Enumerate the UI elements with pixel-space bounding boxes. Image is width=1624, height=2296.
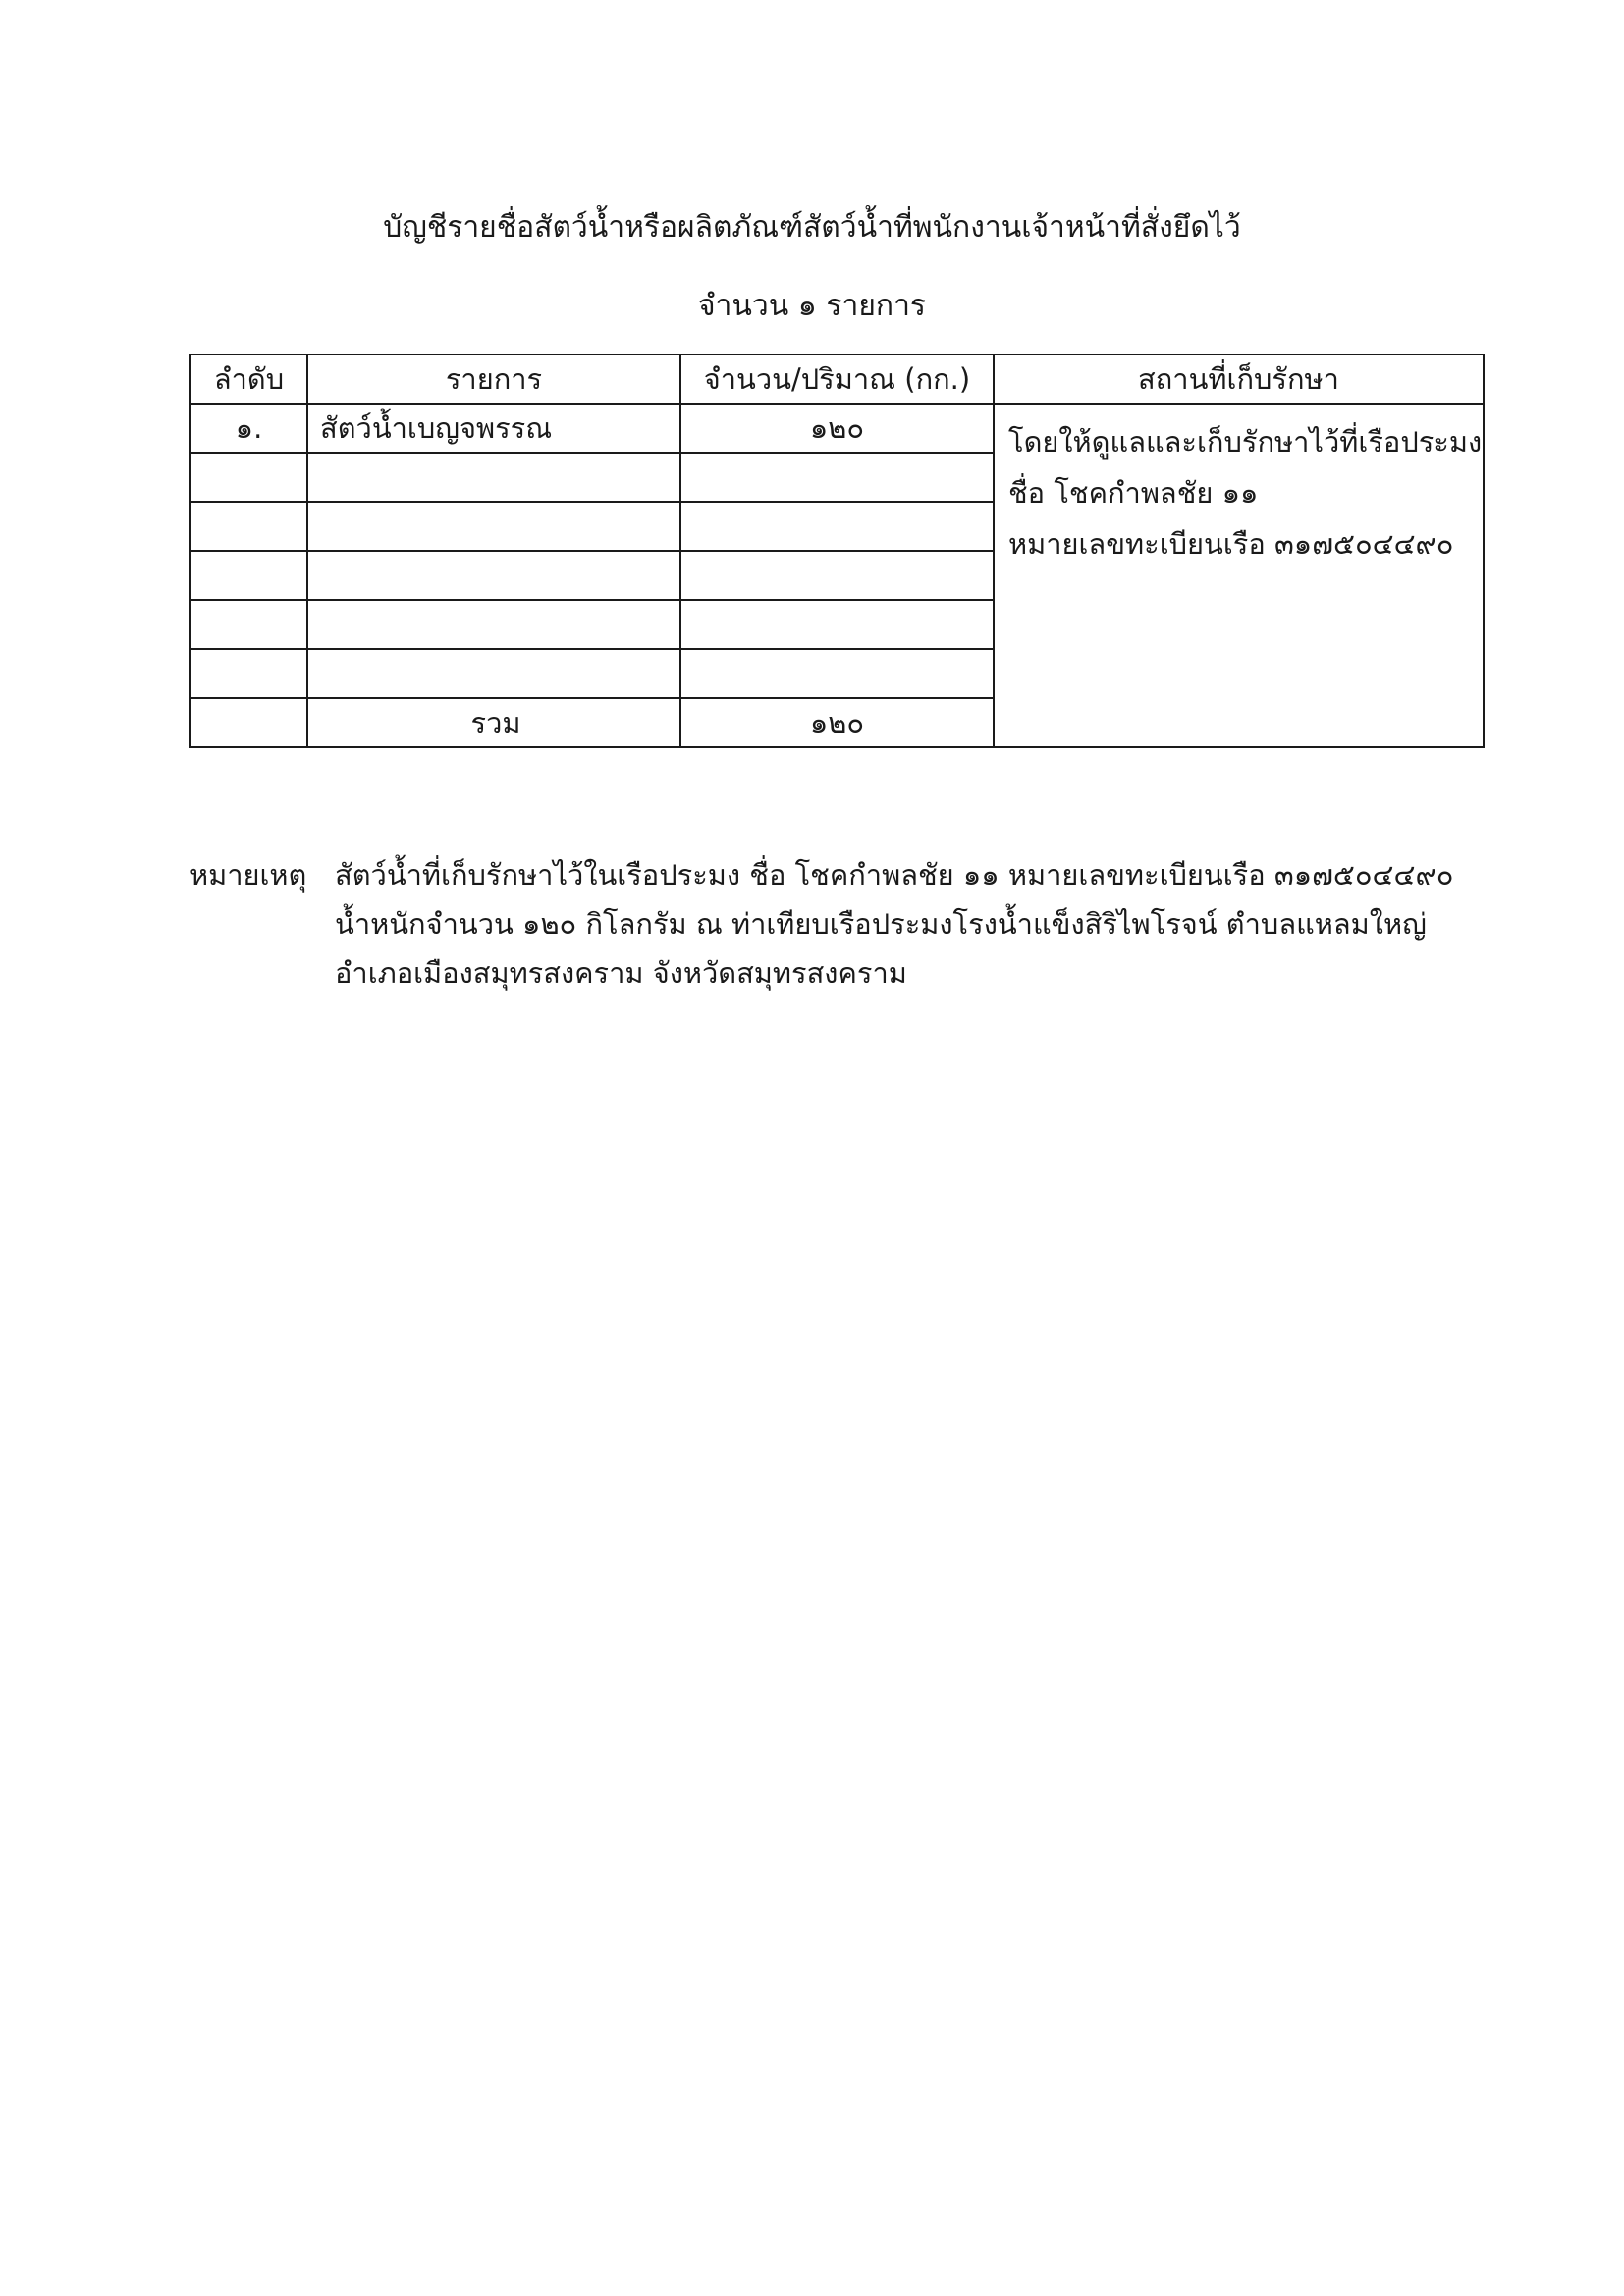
row-item xyxy=(307,551,680,600)
row-item xyxy=(307,453,680,502)
row-no xyxy=(190,551,307,600)
row-quantity xyxy=(680,600,994,649)
row-no: ๑. xyxy=(190,404,307,453)
row-quantity: ๑๒๐ xyxy=(680,404,994,453)
row-item xyxy=(307,649,680,698)
row-quantity xyxy=(680,453,994,502)
header-quantity: จำนวน/ปริมาณ (กก.) xyxy=(680,355,994,404)
row-quantity xyxy=(680,502,994,551)
total-quantity: ๑๒๐ xyxy=(680,698,994,747)
storage-place-line: ชื่อ โชคกำพลชัย ๑๑ xyxy=(1008,476,1259,510)
total-no xyxy=(190,698,307,747)
row-no xyxy=(190,649,307,698)
row-quantity xyxy=(680,551,994,600)
seized-items-table xyxy=(189,354,1485,748)
document-subtitle: จำนวน ๑ รายการ xyxy=(697,289,927,323)
header-item: รายการ xyxy=(307,355,680,404)
row-quantity xyxy=(680,649,994,698)
table-header-row xyxy=(190,355,1484,404)
remarks-line: น้ำหนักจำนวน ๑๒๐ กิโลกรัม ณ ท่าเทียบเรือประมงโรงน้ำแข็งสิริไพโรจน์ ตำบลแหลมใหญ่ xyxy=(335,907,1427,941)
storage-place-line: โดยให้ดูแลและเก็บรักษาไว้ที่เรือประมง xyxy=(1008,425,1483,459)
total-label: รวม xyxy=(307,698,680,747)
header-no: ลำดับ xyxy=(190,355,307,404)
row-no xyxy=(190,453,307,502)
remarks-line: สัตว์น้ำที่เก็บรักษาไว้ในเรือประมง ชื่อ โชคกำพลชัย ๑๑ หมายเลขทะเบียนเรือ ๓๑๗๕๐๔๔๙๐ xyxy=(335,858,1454,892)
remarks-label: หมายเหตุ xyxy=(189,858,307,892)
table-row xyxy=(190,404,1484,453)
row-no xyxy=(190,502,307,551)
row-item xyxy=(307,502,680,551)
document-title: บัญชีรายชื่อสัตว์น้ำหรือผลิตภัณฑ์สัตว์น้ำที่พนักงานเจ้าหน้าที่สั่งยึดไว้ xyxy=(383,210,1241,245)
row-item xyxy=(307,600,680,649)
row-item: สัตว์น้ำเบญจพรรณ xyxy=(307,404,680,453)
storage-place-cell xyxy=(994,404,1484,747)
header-place: สถานที่เก็บรักษา xyxy=(994,355,1484,404)
remarks-text xyxy=(335,850,1513,998)
storage-place-line: หมายเลขทะเบียนเรือ ๓๑๗๕๐๔๔๙๐ xyxy=(1008,527,1454,561)
remarks-line: อำเภอเมืองสมุทรสงคราม จังหวัดสมุทรสงคราม xyxy=(335,957,907,990)
row-no xyxy=(190,600,307,649)
